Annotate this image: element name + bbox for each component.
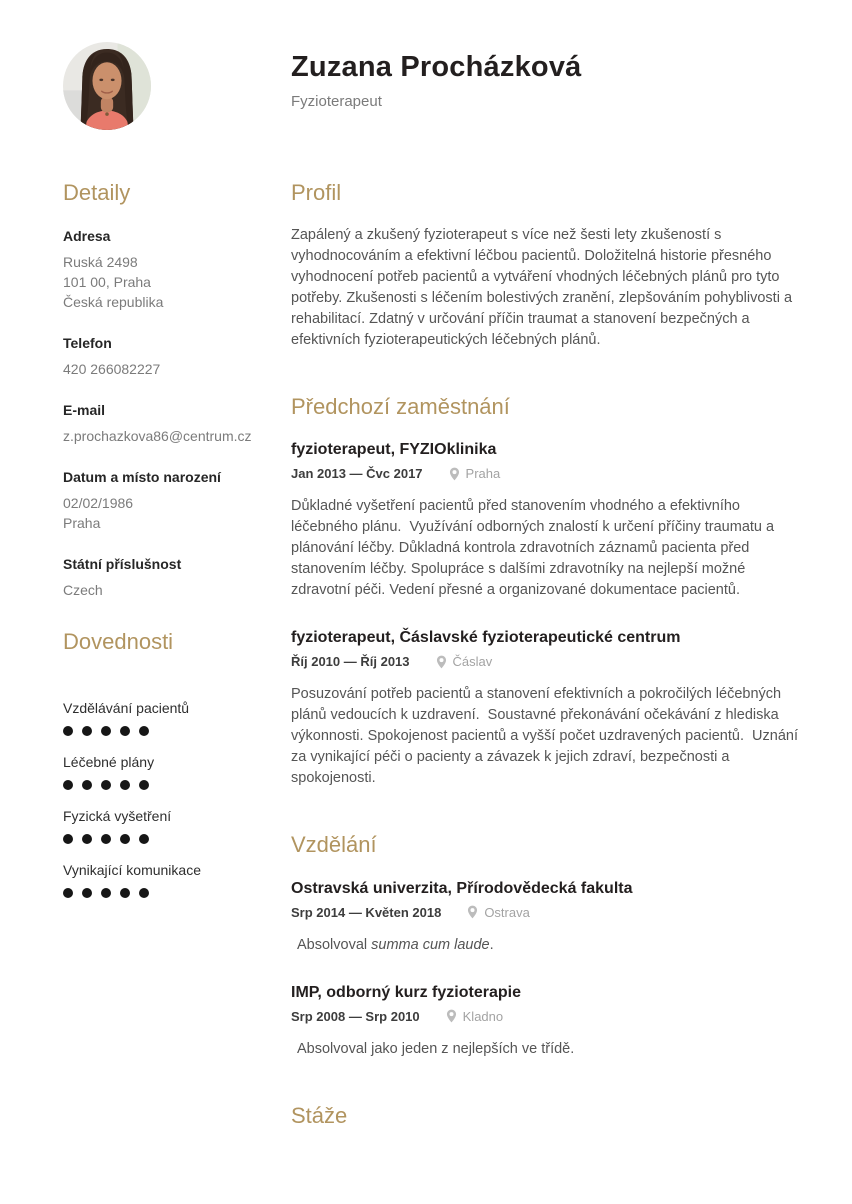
skill-name: Vynikající komunikace: [63, 862, 201, 879]
school-location: Kladno: [462, 1008, 504, 1024]
details-heading: Detaily: [63, 180, 131, 205]
nationality-value: Czech: [63, 582, 103, 599]
internships-heading: Stáže: [291, 1102, 348, 1128]
skill-item: [63, 700, 263, 736]
section-education: [291, 833, 800, 1059]
header: [63, 42, 800, 130]
avatar: [63, 42, 151, 130]
job-description: Posuzování potřeb pacientů a stanovení efektivních a pokročilých léčebných plánů vedoucích k uzdravení. Soustavné překonávání očekávání z hlediska výkonnosti. Spokojenost pacientů a vyšší počet uzdravených pacientů. Uznání za vynikající péči o pacienty a závazek k jejich zdraví, bezpečnosti a spokojenosti.: [291, 686, 803, 787]
employment-heading: Předchozí zaměstnání: [291, 394, 510, 420]
address-line: Ruská 2498: [63, 254, 138, 271]
school-location: Ostrava: [484, 904, 530, 920]
main-column: [291, 180, 803, 1128]
field-phone: [63, 335, 263, 379]
field-phone-label: Telefon: [63, 335, 112, 352]
education-entry: [291, 984, 800, 1060]
school-description: Absolvoval jako jeden z nejlepších ve třídě.: [297, 1040, 575, 1057]
location-pin-icon: [467, 905, 478, 919]
skill-item: [63, 754, 263, 790]
school-dates: Srp 2008 — Srp 2010: [291, 1008, 420, 1024]
job-dates: Jan 2013 — Čvc 2017: [291, 466, 423, 482]
name-block: [291, 42, 800, 110]
skill-name: Fyzická vyšetření: [63, 808, 172, 825]
field-email-label: E-mail: [63, 402, 106, 419]
birth-place: Praha: [63, 515, 101, 532]
avatar-cell: [63, 42, 291, 130]
skill-level-dots: [63, 834, 263, 844]
person-title: Fyzioterapeut: [291, 93, 382, 110]
field-address: [63, 228, 263, 312]
school-dates: Srp 2014 — Květen 2018: [291, 904, 442, 920]
field-address-label: Adresa: [63, 228, 111, 245]
address-line: 101 00, Praha: [63, 274, 151, 291]
field-nationality-label: Státní příslušnost: [63, 556, 182, 573]
sidebar: [63, 181, 291, 1128]
employment-entry: [291, 629, 803, 789]
skill-level-dots: [63, 888, 263, 898]
profile-text: Zapálený a zkušený fyzioterapeut s více než šesti lety zkušeností s vyhodnocováním a efektivní léčbou pacientů. Doložitelná historie přesného vyhodnocení potřeb pacientů a vytváření vhodných léčebných plánů pro tyto potřeby. Zkušenosti s léčením bolestivých zranění, zlepšováním pohyblivosti a rehabilitací. Zdatný v určování příčin traumat a stanovení bezpečných a efektivních fyzioterapeutických léčebných plánů.: [291, 227, 797, 349]
skills-heading: Dovednosti: [63, 629, 174, 655]
skill-item: [63, 862, 263, 898]
job-dates: Říj 2010 — Říj 2013: [291, 654, 410, 670]
location-pin-icon: [436, 655, 447, 669]
job-title: fyzioterapeut, Čáslavské fyzioterapeutické centrum: [291, 629, 681, 647]
location-pin-icon: [446, 1009, 457, 1023]
section-employment: [291, 394, 803, 789]
school-title: IMP, odborný kurz fyzioterapie: [291, 983, 521, 1001]
field-nationality: [63, 556, 263, 600]
email-value[interactable]: z.prochazkova86@centrum.cz: [63, 428, 252, 445]
education-heading: Vzdělání: [291, 832, 377, 858]
field-birth-label: Datum a místo narození: [63, 469, 221, 486]
job-description: Důkladné vyšetření pacientů před stanovením vhodného a efektivního léčebného plánu. Využívání odborných znalostí k určení příčiny traumatu a plánování léčby. Důkladná kontrola zdravotních záznamů pacienta před stanovením léčby. Spolupráce s dalšími zdravotníky na nejlepší možné zdravotní péči. Vedení přesné a organizované dokumentace pacientů.: [291, 498, 779, 599]
field-email: [63, 402, 263, 446]
job-title: fyzioterapeut, FYZIOklinika: [291, 441, 497, 459]
skill-name: Léčebné plány: [63, 754, 155, 771]
skill-level-dots: [63, 780, 263, 790]
education-entry: [291, 880, 800, 956]
school-title: Ostravská univerzita, Přírodovědecká fakulta: [291, 879, 633, 897]
job-location: Čáslav: [452, 654, 493, 670]
profile-heading: Profil: [291, 180, 342, 205]
skill-level-dots: [63, 726, 263, 736]
job-location: Praha: [465, 466, 501, 482]
birth-date: 02/02/1986: [63, 495, 134, 512]
skills-list: [63, 700, 263, 898]
employment-entry: [291, 441, 800, 601]
person-name: Zuzana Procházková: [291, 51, 582, 83]
location-pin-icon: [449, 467, 460, 481]
section-profile: [291, 181, 800, 351]
phone-value[interactable]: 420 266082227: [63, 361, 161, 378]
skill-item: [63, 808, 263, 844]
skill-name: Vzdělávání pacientů: [63, 700, 190, 717]
section-internships: [291, 1104, 800, 1128]
school-description: Absolvoval summa cum laude.: [297, 936, 494, 953]
address-line: Česká republika: [63, 294, 164, 311]
field-birth: [63, 469, 263, 533]
